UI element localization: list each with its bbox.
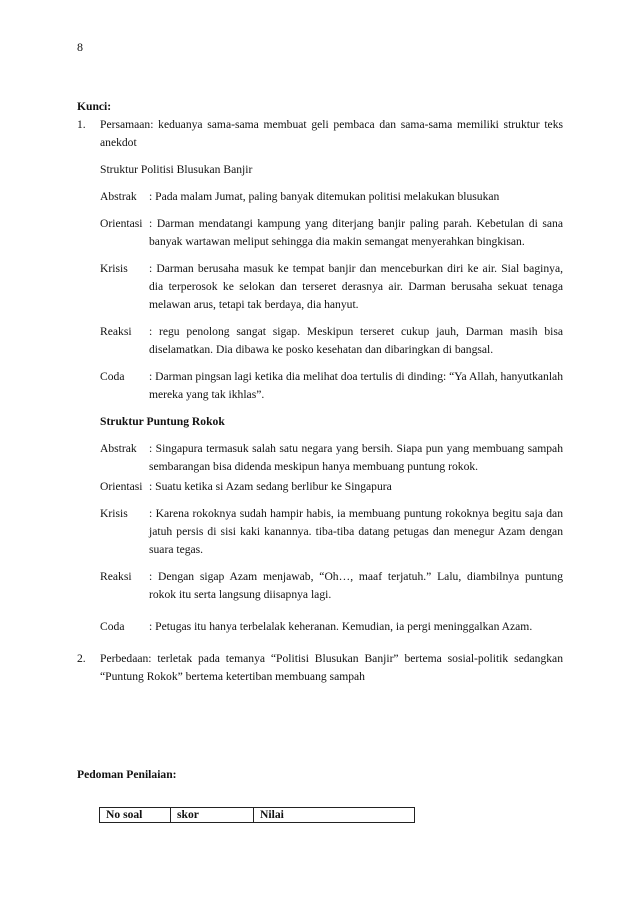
structure-text: : Karena rokoknya sudah hampir habis, ia membuang puntung rokoknya begitu saja dan jatuh persis di sisi kaki kanannya. tiba-tiba datang petugas dan menegur Azam dengan suara tegas. xyxy=(149,507,563,557)
list-item-2 xyxy=(77,650,563,686)
structure-label: Krisis xyxy=(100,261,128,275)
structure-label: Reaksi xyxy=(100,570,132,584)
kunci-label: Kunci: xyxy=(77,100,112,113)
structure-text: : regu penolong sangat sigap. Meskipun terseret cukup jauh, Darman masih bisa diselamatkan. Dia dibawa ke posko kesehatan dan dibaringkan di bangsal. xyxy=(149,324,563,356)
structure-row xyxy=(100,568,563,604)
item-text: Persamaan: keduanya sama-sama membuat geli pembaca dan sama-sama memiliki struktur teks anekdot xyxy=(100,117,563,149)
structure-label: Coda xyxy=(100,620,125,634)
structure-text: : Darman mendatangi kampung yang diterjang banjir paling parah. Kebetulan di sana banyak wartawan meliput sehingga dia makin semangat menyerahkan bingkisan. xyxy=(149,216,563,248)
structure-text: : Singapura termasuk salah satu negara yang bersih. Siapa pun yang membuang sampah sembarangan bisa didenda meskipun hanya membuang puntung rokok. xyxy=(149,441,563,473)
pedoman-label: Pedoman Penilaian: xyxy=(77,768,177,781)
table-header-cell: No soal xyxy=(100,808,171,823)
structure-text: : Dengan sigap Azam menjawab, “Oh…, maaf terjatuh.” Lalu, diambilnya puntung rokok itu serta langsung diisapnya lagi. xyxy=(149,570,563,602)
structure-label: Reaksi xyxy=(100,324,132,338)
structure-row xyxy=(100,440,563,476)
structure-row xyxy=(100,618,563,636)
structure-row xyxy=(100,188,563,206)
structure-label: Coda xyxy=(100,369,125,383)
structure-text: : Pada malam Jumat, paling banyak ditemukan politisi melakukan blusukan xyxy=(149,189,500,203)
structure-row xyxy=(100,215,563,251)
section-title: Struktur Politisi Blusukan Banjir xyxy=(100,162,253,176)
item-number: 1. xyxy=(77,117,86,131)
structure-text: : Darman berusaha masuk ke tempat banjir dan menceburkan diri ke air. Sial baginya, dia terperosok ke selokan dan terseret derasnya air. Darman berusaha sekuat tenaga melawan arus, tetapi tak berdaya, dia hanyut. xyxy=(149,261,563,311)
item-number: 2. xyxy=(77,652,86,666)
table-header-cell: Nilai xyxy=(254,808,415,823)
structure-label: Abstrak xyxy=(100,189,137,203)
structure-label: Orientasi xyxy=(100,480,143,494)
answer-key xyxy=(77,98,563,686)
structure-text: : Suatu ketika si Azam sedang berlibur ke Singapura xyxy=(149,480,392,494)
score-table xyxy=(99,807,415,823)
list-item-1 xyxy=(77,116,563,636)
structure-row xyxy=(100,323,563,359)
structure-label: Orientasi xyxy=(100,216,143,230)
table-header-cell: skor xyxy=(171,808,254,823)
structure-text: : Darman pingsan lagi ketika dia melihat doa tertulis di dinding: “Ya Allah, hanyutkanlah mereka yang tak ikhlas”. xyxy=(149,369,563,401)
table-header-row xyxy=(100,808,415,823)
section-title: Struktur Puntung Rokok xyxy=(100,414,225,428)
structure-text: : Petugas itu hanya terbelalak keheranan. Kemudian, ia pergi meninggalkan Azam. xyxy=(149,620,533,634)
page-number: 8 xyxy=(77,40,83,54)
structure-label: Abstrak xyxy=(100,441,137,455)
structure-row xyxy=(100,505,563,559)
item-text: Perbedaan: terletak pada temanya “Politisi Blusukan Banjir” bertema sosial-politik sedangkan “Puntung Rokok” bertema ketertiban membuang sampah xyxy=(100,652,563,684)
structure-row xyxy=(100,368,563,404)
structure-row xyxy=(100,260,563,314)
structure-label: Krisis xyxy=(100,507,128,521)
structure-row xyxy=(100,478,563,496)
